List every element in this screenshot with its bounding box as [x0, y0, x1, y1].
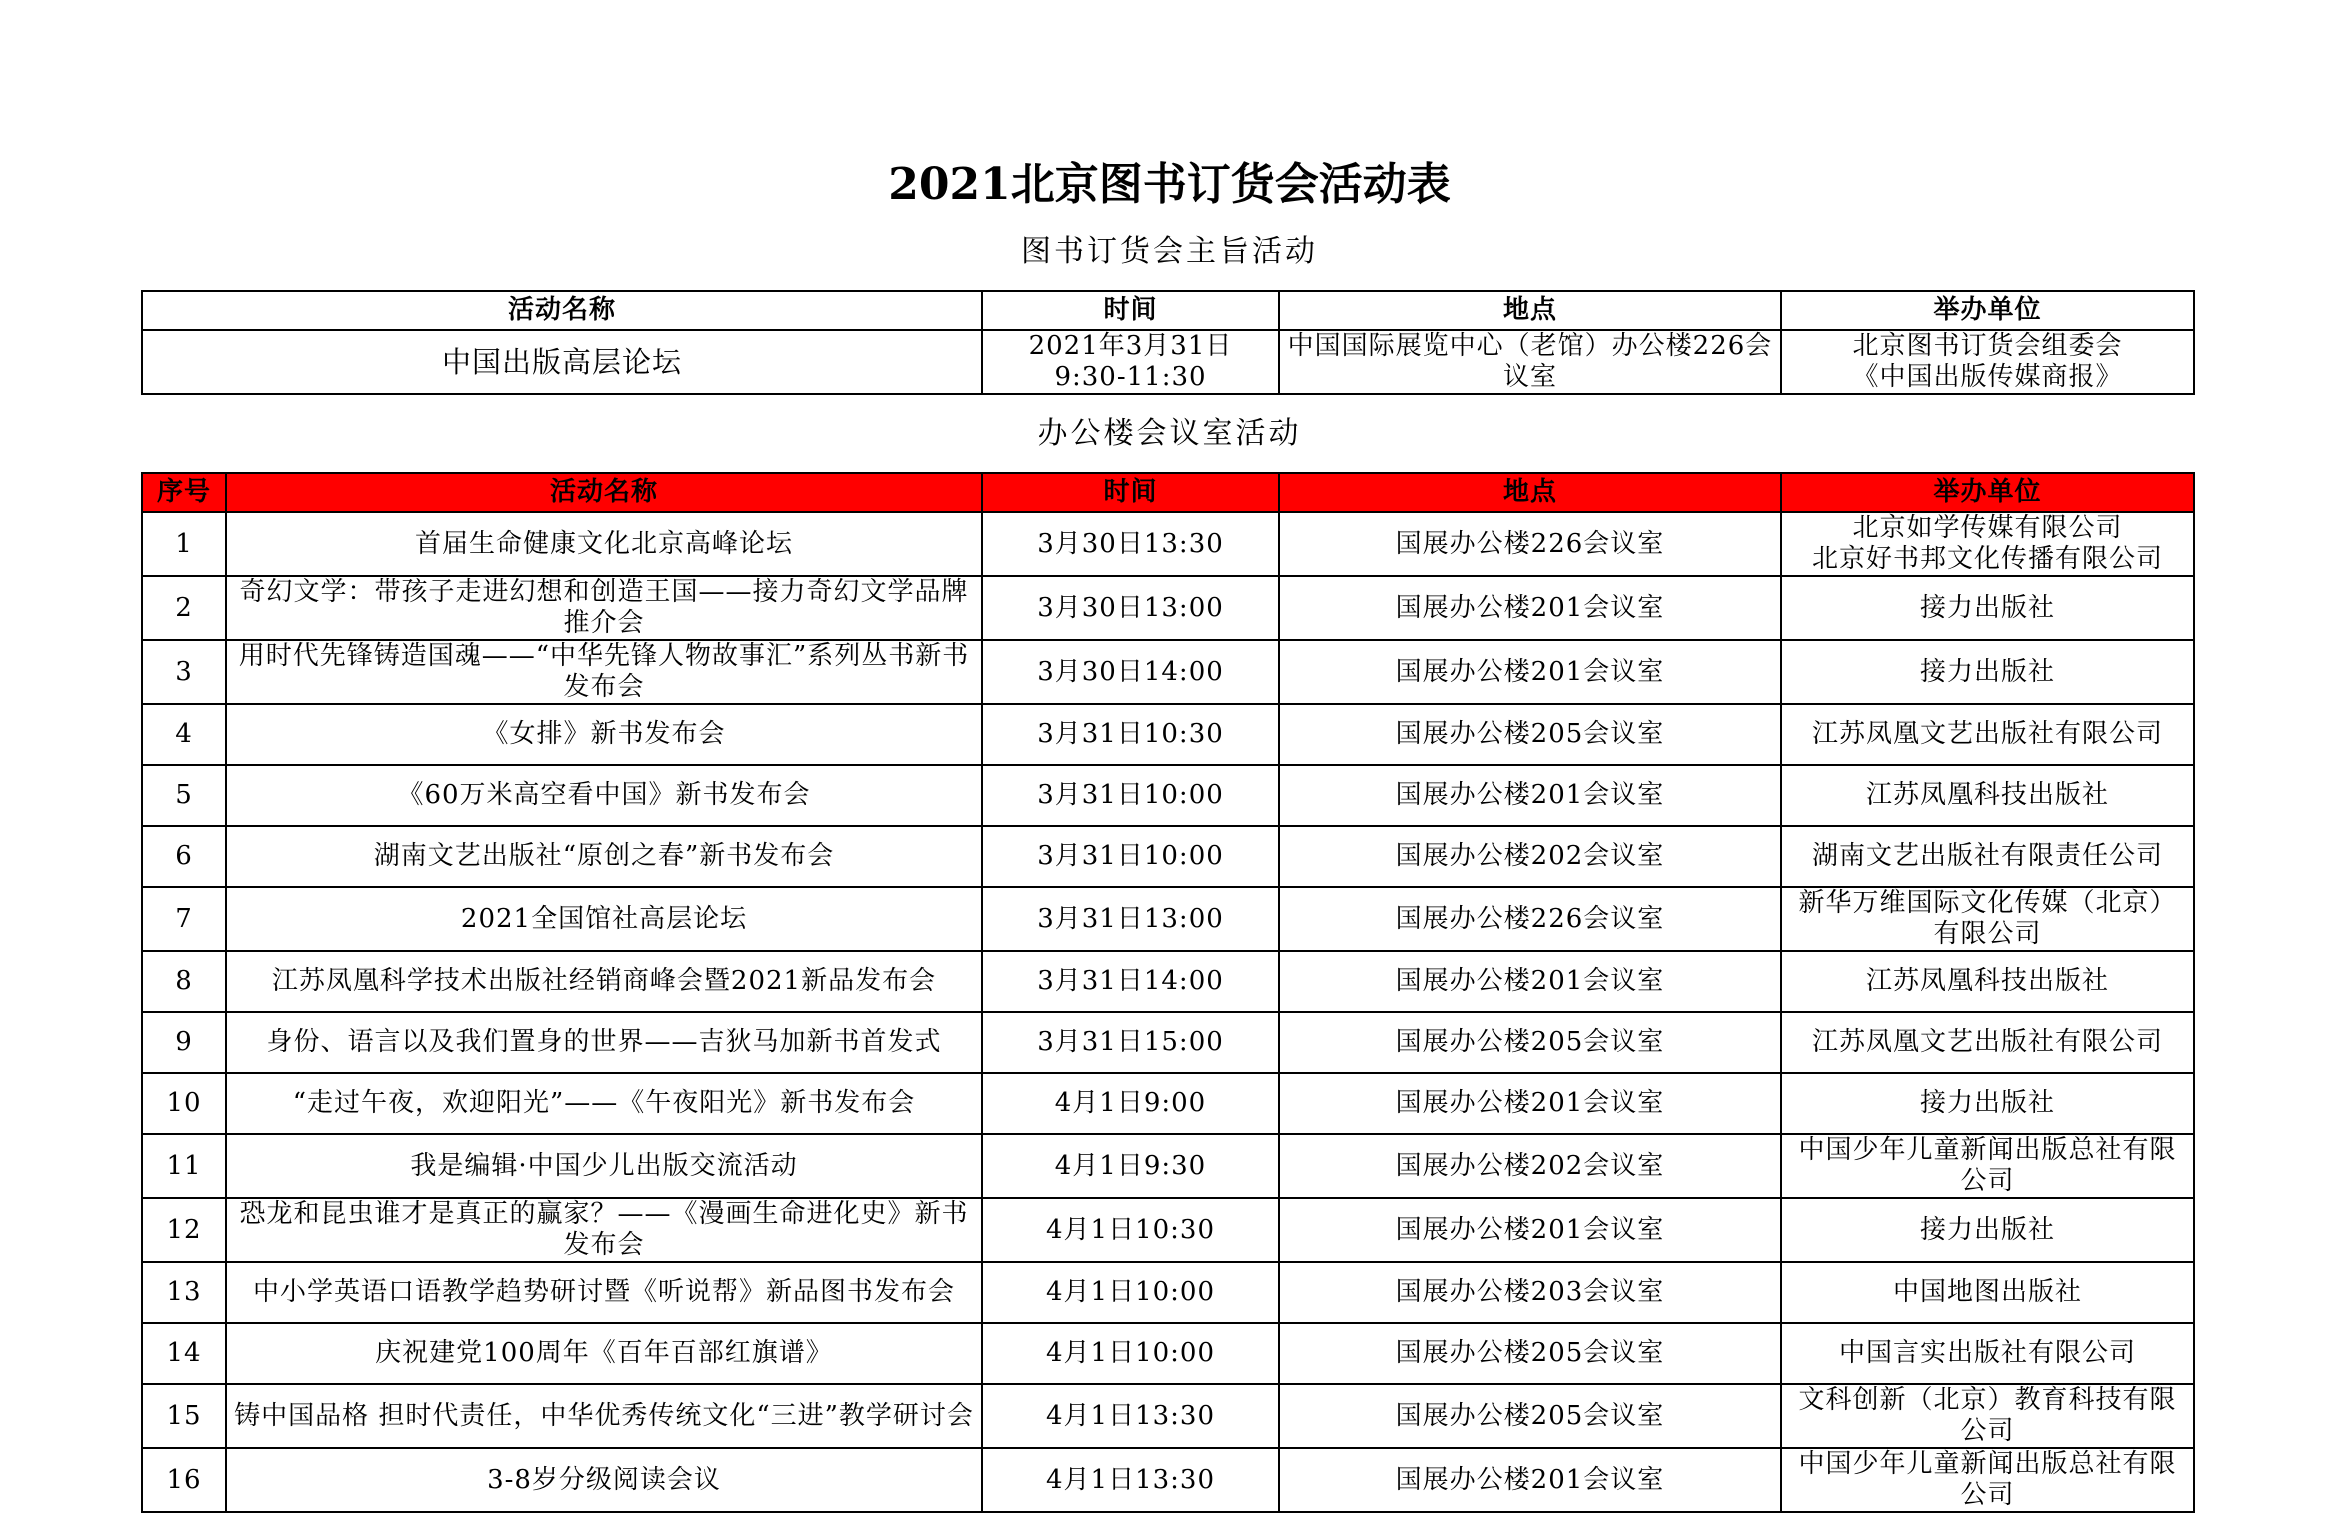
organizer-line-2: 《中国出版传媒商报》	[1852, 362, 2123, 392]
table-row	[142, 1073, 2194, 1134]
table-row	[142, 765, 2194, 826]
header-number: 序号	[142, 473, 226, 512]
row-number-cell: 5	[142, 765, 226, 826]
activity-name-cell: 用时代先锋铸造国魂——“中华先锋人物故事汇”系列丛书新书发布会	[226, 640, 982, 704]
header-activity-name: 活动名称	[142, 291, 982, 330]
row-number-cell: 3	[142, 640, 226, 704]
table-row	[142, 951, 2194, 1012]
activity-name-cell: 庆祝建党100周年《百年百部红旗谱》	[226, 1323, 982, 1384]
header-organizer: 举办单位	[1781, 473, 2194, 512]
time-cell: 4月1日13:30	[982, 1448, 1279, 1512]
header-location: 地点	[1279, 473, 1781, 512]
time-cell: 3月30日13:30	[982, 512, 1279, 576]
schedule-body	[142, 512, 2194, 1512]
row-number-cell: 7	[142, 887, 226, 951]
page-title: 2021北京图书订货会活动表	[888, 159, 1451, 210]
activity-name-cell: 江苏凤凰科学技术出版社经销商峰会暨2021新品发布会	[226, 951, 982, 1012]
location-cell: 国展办公楼201会议室	[1279, 1198, 1781, 1262]
table-row	[142, 1384, 2194, 1448]
row-number-cell: 14	[142, 1323, 226, 1384]
organizer-cell: 接力出版社	[1781, 1198, 2194, 1262]
organizer-cell: 湖南文艺出版社有限责任公司	[1781, 826, 2194, 887]
organizer-cell: 中国少年儿童新闻出版总社有限公司	[1781, 1448, 2194, 1512]
row-number-cell: 11	[142, 1134, 226, 1198]
main-activities-table	[141, 290, 2195, 395]
table-header-row	[142, 291, 2194, 330]
location-cell: 国展办公楼205会议室	[1279, 1323, 1781, 1384]
location-cell: 国展办公楼205会议室	[1279, 1012, 1781, 1073]
time-cell: 4月1日10:00	[982, 1262, 1279, 1323]
activity-name-cell: 中国出版高层论坛	[142, 330, 982, 394]
row-number-cell: 16	[142, 1448, 226, 1512]
row-number-cell: 2	[142, 576, 226, 640]
organizer-line-2: 北京好书邦文化传播有限公司	[1811, 544, 2163, 574]
office-activities-table	[141, 472, 2195, 1513]
location-cell: 国展办公楼201会议室	[1279, 640, 1781, 704]
activity-name-cell: 2021全国馆社高层论坛	[226, 887, 982, 951]
organizer-cell: 中国言实出版社有限公司	[1781, 1323, 2194, 1384]
header-activity-name: 活动名称	[226, 473, 982, 512]
location-cell: 国展办公楼202会议室	[1279, 826, 1781, 887]
organizer-cell: 中国少年儿童新闻出版总社有限公司	[1781, 1134, 2194, 1198]
location-cell: 国展办公楼203会议室	[1279, 1262, 1781, 1323]
location-cell: 中国国际展览中心（老馆）办公楼226会议室	[1279, 330, 1781, 394]
organizer-line-1: 北京如学传媒有限公司	[1852, 513, 2123, 543]
location-cell: 国展办公楼205会议室	[1279, 704, 1781, 765]
activity-name-cell: 恐龙和昆虫谁才是真正的赢家？——《漫画生命进化史》新书发布会	[226, 1198, 982, 1262]
organizer-cell	[1781, 330, 2194, 394]
table-row	[142, 1262, 2194, 1323]
location-cell: 国展办公楼202会议室	[1279, 1134, 1781, 1198]
row-number-cell: 10	[142, 1073, 226, 1134]
table-row	[142, 576, 2194, 640]
organizer-cell: 江苏凤凰文艺出版社有限公司	[1781, 704, 2194, 765]
organizer-cell: 文科创新（北京）教育科技有限公司	[1781, 1384, 2194, 1448]
table-row	[142, 640, 2194, 704]
section-title-office-activities: 办公楼会议室活动	[1037, 416, 1302, 451]
organizer-cell: 接力出版社	[1781, 576, 2194, 640]
time-cell: 3月31日10:00	[982, 826, 1279, 887]
time-cell: 4月1日9:00	[982, 1073, 1279, 1134]
activity-name-cell: 身份、语言以及我们置身的世界——吉狄马加新书首发式	[226, 1012, 982, 1073]
header-time: 时间	[982, 473, 1279, 512]
table-row	[142, 512, 2194, 576]
time-cell: 3月31日13:00	[982, 887, 1279, 951]
location-cell: 国展办公楼201会议室	[1279, 576, 1781, 640]
activity-name-cell: 我是编辑·中国少儿出版交流活动	[226, 1134, 982, 1198]
row-number-cell: 13	[142, 1262, 226, 1323]
organizer-cell: 江苏凤凰文艺出版社有限公司	[1781, 1012, 2194, 1073]
time-line-2: 9:30-11:30	[1054, 362, 1207, 392]
table-header-row	[142, 473, 2194, 512]
section-title-main-activities: 图书订货会主旨活动	[1021, 234, 1318, 269]
organizer-cell: 江苏凤凰科技出版社	[1781, 951, 2194, 1012]
activity-name-cell: 奇幻文学：带孩子走进幻想和创造王国——接力奇幻文学品牌推介会	[226, 576, 982, 640]
table-row	[142, 330, 2194, 394]
organizer-cell: 接力出版社	[1781, 1073, 2194, 1134]
table-row	[142, 1134, 2194, 1198]
activity-name-cell: 《女排》新书发布会	[226, 704, 982, 765]
time-line-1: 2021年3月31日	[1028, 331, 1233, 361]
row-number-cell: 1	[142, 512, 226, 576]
organizer-cell	[1781, 512, 2194, 576]
activity-name-cell: 湖南文艺出版社“原创之春”新书发布会	[226, 826, 982, 887]
time-cell: 4月1日13:30	[982, 1384, 1279, 1448]
table-row	[142, 826, 2194, 887]
row-number-cell: 6	[142, 826, 226, 887]
time-cell: 3月30日14:00	[982, 640, 1279, 704]
location-cell: 国展办公楼201会议室	[1279, 951, 1781, 1012]
location-cell: 国展办公楼226会议室	[1279, 887, 1781, 951]
table-row	[142, 887, 2194, 951]
time-cell: 4月1日9:30	[982, 1134, 1279, 1198]
time-cell: 3月30日13:00	[982, 576, 1279, 640]
row-number-cell: 4	[142, 704, 226, 765]
time-cell: 4月1日10:00	[982, 1323, 1279, 1384]
table-row	[142, 1448, 2194, 1512]
location-cell: 国展办公楼205会议室	[1279, 1384, 1781, 1448]
location-cell: 国展办公楼201会议室	[1279, 1073, 1781, 1134]
organizer-cell: 新华万维国际文化传媒（北京）有限公司	[1781, 887, 2194, 951]
header-location: 地点	[1279, 291, 1781, 330]
activity-name-cell: 3-8岁分级阅读会议	[226, 1448, 982, 1512]
table-row	[142, 704, 2194, 765]
header-organizer: 举办单位	[1781, 291, 2194, 330]
row-number-cell: 9	[142, 1012, 226, 1073]
location-cell: 国展办公楼201会议室	[1279, 1448, 1781, 1512]
header-time: 时间	[982, 291, 1279, 330]
row-number-cell: 15	[142, 1384, 226, 1448]
organizer-cell: 江苏凤凰科技出版社	[1781, 765, 2194, 826]
time-cell: 4月1日10:30	[982, 1198, 1279, 1262]
activity-name-cell: 中小学英语口语教学趋势研讨暨《听说帮》新品图书发布会	[226, 1262, 982, 1323]
time-cell: 3月31日15:00	[982, 1012, 1279, 1073]
row-number-cell: 8	[142, 951, 226, 1012]
activity-name-cell: 首届生命健康文化北京高峰论坛	[226, 512, 982, 576]
time-cell	[982, 330, 1279, 394]
location-cell: 国展办公楼226会议室	[1279, 512, 1781, 576]
row-number-cell: 12	[142, 1198, 226, 1262]
table-row	[142, 1198, 2194, 1262]
activity-name-cell: 铸中国品格 担时代责任，中华优秀传统文化“三进”教学研讨会	[226, 1384, 982, 1448]
organizer-line-1: 北京图书订货会组委会	[1852, 331, 2123, 361]
table-row	[142, 1323, 2194, 1384]
table-row	[142, 1012, 2194, 1073]
time-cell: 3月31日10:30	[982, 704, 1279, 765]
organizer-cell: 中国地图出版社	[1781, 1262, 2194, 1323]
organizer-cell: 接力出版社	[1781, 640, 2194, 704]
time-cell: 3月31日14:00	[982, 951, 1279, 1012]
time-cell: 3月31日10:00	[982, 765, 1279, 826]
location-cell: 国展办公楼201会议室	[1279, 765, 1781, 826]
activity-name-cell: 《60万米高空看中国》新书发布会	[226, 765, 982, 826]
activity-name-cell: “走过午夜，欢迎阳光”——《午夜阳光》新书发布会	[226, 1073, 982, 1134]
